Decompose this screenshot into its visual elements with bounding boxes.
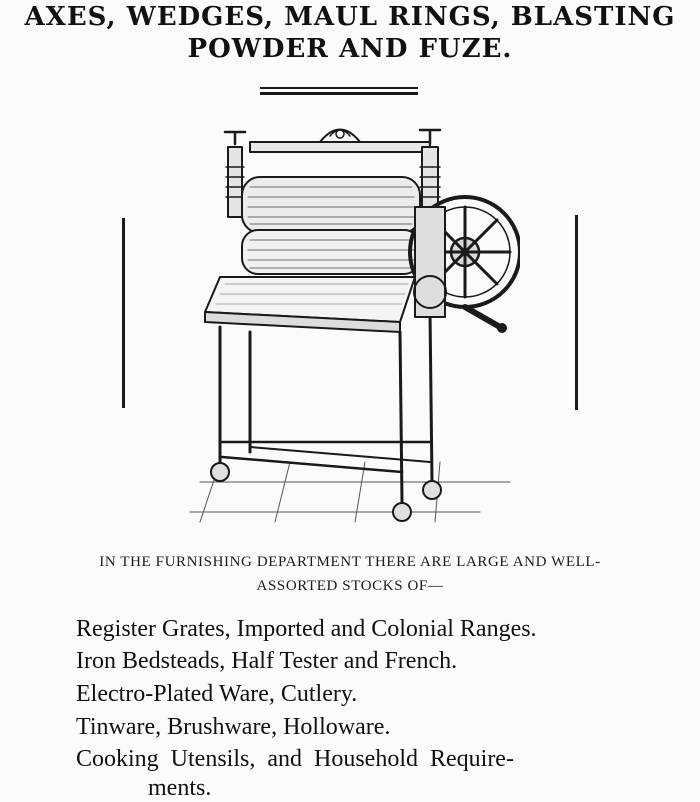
headline-line-2: POWDER AND FUZE.	[187, 34, 513, 64]
list-item-tinware: Tinware, Brushware, Holloware.	[76, 714, 391, 740]
title-rule-bottom	[260, 92, 418, 95]
right-divider	[575, 215, 578, 410]
caption-line-1: IN THE FURNISHING DEPARTMENT THERE ARE LARGE AND WELL-	[99, 554, 601, 570]
caption-line-2: ASSORTED STOCKS OF—	[256, 578, 444, 594]
title-rule-top	[260, 87, 418, 89]
headline-line-1: AXES, WEDGES, MAUL RINGS, BLASTING	[24, 2, 676, 32]
list-item-iron-bedsteads: Iron Bedsteads, Half Tester and French.	[76, 648, 458, 674]
list-item-cooking-utensils-continued: ments.	[148, 775, 212, 801]
left-divider	[122, 218, 125, 408]
list-item-register-grates: Register Grates, Imported and Colonial Ranges.	[76, 616, 537, 642]
list-item-electro-plated-ware: Electro-Plated Ware, Cutlery.	[76, 681, 358, 707]
mangle-machine-illustration-icon	[180, 112, 520, 532]
list-item-cooking-utensils: Cooking Utensils, and Household Require-	[76, 746, 514, 772]
